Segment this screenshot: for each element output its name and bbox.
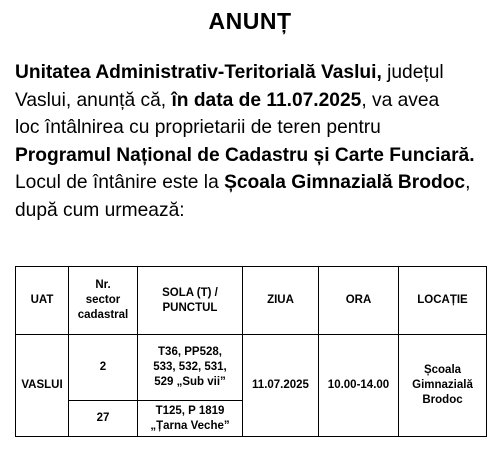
paragraph-line-5: Locul de întânire este la Școala Gimnazială Brodoc,: [15, 172, 471, 193]
header-ziua: ZIUA: [243, 267, 319, 335]
cell-sector: 27: [69, 401, 138, 437]
meeting-location: Școala Gimnazială Brodoc: [224, 172, 466, 193]
table-row: [16, 335, 487, 401]
header-uat: UAT: [16, 267, 69, 335]
cell-locatie: Școala Gimnazială Brodoc: [399, 335, 487, 437]
paragraph-line-4: [15, 142, 493, 170]
paragraph-line-1: Unitatea Administrativ-Teritorială Vaslui, județul: [15, 62, 444, 83]
cell-sola: T125, P 1819 „Țarna Veche”: [138, 401, 243, 437]
schedule-table: [15, 266, 487, 437]
cell-sector: 2: [69, 335, 138, 401]
paragraph-line-2: Vaslui, anunță că, în data de 11.07.2025, va avea: [15, 89, 440, 111]
header-ora: ORA: [319, 267, 399, 335]
meeting-date: în data de 11.07.2025: [171, 89, 362, 111]
cell-uat: VASLUI: [16, 335, 69, 437]
header-locatie: LOCAȚIE: [399, 267, 487, 335]
table-header-row: [16, 267, 487, 335]
paragraph-line-6: după cum urmează:: [15, 199, 185, 221]
cell-ziua: 11.07.2025: [243, 335, 319, 437]
announcement-paragraph: [15, 59, 493, 224]
header-sola: SOLA (T) / PUNCTUL: [138, 267, 243, 335]
uat-name: Unitatea Administrativ-Teritorială Vaslui,: [15, 62, 382, 83]
paragraph-line-3: loc întâlnirea cu proprietarii de teren pentru: [15, 117, 381, 138]
page-title: ANUNȚ: [208, 8, 292, 34]
header-sector: Nr. sector cadastral: [69, 267, 138, 335]
program-name: Programul Național de Cadastru și Carte Funciară.: [15, 144, 475, 166]
cell-ora: 10.00-14.00: [319, 335, 399, 437]
cell-sola: T36, PP528, 533, 532, 531, 529 „Sub vii”: [138, 335, 243, 401]
